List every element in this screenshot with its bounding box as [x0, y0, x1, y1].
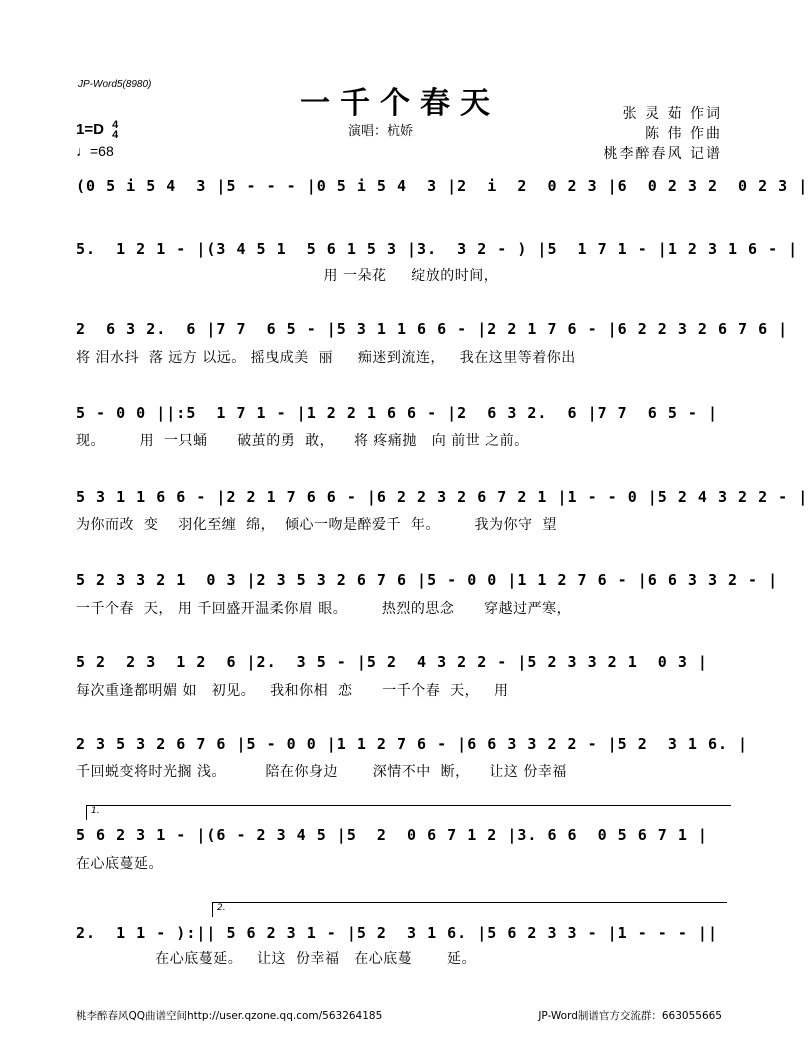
song-title: 一千个春天 [300, 86, 500, 121]
time-signature [112, 120, 118, 140]
lyrics-row-4: 现。 用 一只蛹 破茧的勇 敢， 将 疼痛抛 向 前世 之前。 [76, 433, 529, 449]
notation-row-5: 5 3 1 1 6 6 - |2 2 1 7 6 6 - |6 2 2 3 2 6 7 2 1 |1 - - 0 |5 2 4 3 2 2 - | [76, 488, 808, 506]
composer-credit: 陈 伟 作曲 [645, 126, 722, 142]
lyrics-row-7: 每次重逢都明媚 如 初见。 我和你相 恋 一千个春 天， 用 [76, 683, 509, 699]
notation-row-9: 5 6 2 3 1 - |(6 - 2 3 4 5 |5 2 0 6 7 1 2 |3. 6 6 0 5 6 7 1 | [76, 826, 708, 844]
second-ending-label: 2. [217, 903, 226, 913]
transcriber-credit: 桃李醉春风 记谱 [603, 146, 722, 162]
singer-credit: 演唱：杭娇 [348, 124, 414, 139]
notation-row-1: (0 5 i 5 4 3 |5 - - - |0 5 i 5 4 3 |2 i 2 0 2 3 |6 0 2 3 2 0 2 3 | [76, 177, 808, 195]
time-bottom: 4 [112, 129, 119, 141]
lyricist-credit: 张 灵 茹 作词 [622, 106, 722, 122]
notation-row-4: 5 - 0 0 ||:5 1 7 1 - |1 2 2 1 6 6 - |2 6 3 2. 6 |7 7 6 5 - | [76, 404, 718, 422]
lyrics-row-2: 用 一朵花 绽放的时间， [76, 268, 499, 284]
lyrics-row-3: 将 泪水抖 落 远方 以远。 摇曳成美 丽 痴迷到流连， 我在这里等着你出 [76, 350, 576, 366]
software-label: JP-Word5(8980) [78, 79, 152, 90]
footer-left: 桃李醉春风QQ曲谱空间http://user.qzone.qq.com/563264185 [76, 1010, 383, 1022]
lyrics-row-6: 一千个春 天， 用 千回盛开温柔你眉 眼。 热烈的思念 穿越过严寒， [76, 601, 572, 617]
tempo-marking: ♩=68 [76, 143, 114, 159]
notation-row-8: 2 3 5 3 2 6 7 6 |5 - 0 0 |1 1 2 7 6 - |6 6 3 3 2 2 - |5 2 3 1 6. | [76, 735, 749, 753]
notation-row-6: 5 2 3 3 2 1 0 3 |2 3 5 3 2 6 7 6 |5 - 0 0 |1 1 2 7 6 - |6 6 3 3 2 - | [76, 571, 779, 589]
lyrics-row-5: 为你而改 变 羽化至缠 绵， 倾心一吻是醉爱千 年。 我为你守 望 [76, 517, 557, 533]
first-ending-bracket [86, 805, 731, 820]
first-ending-label: 1. [91, 806, 100, 816]
notation-row-2: 5. 1 2 1 - |(3 4 5 1 5 6 1 5 3 |3. 3 2 - ) |5 1 7 1 - |1 2 3 1 6 - | [76, 240, 799, 258]
time-top: 4 [112, 119, 119, 131]
notation-row-3: 2 6 3 2. 6 |7 7 6 5 - |5 3 1 1 6 6 - |2 2 1 7 6 - |6 2 2 3 2 6 7 6 | [76, 320, 789, 338]
notation-row-10: 2. 1 1 - ):|| 5 6 2 3 1 - |5 2 3 1 6. |5 6 2 3 3 - |1 - - - || [76, 924, 718, 942]
key-signature [76, 120, 118, 140]
lyrics-row-9: 在心底蔓延。 [76, 856, 163, 872]
notation-row-7: 5 2 2 3 1 2 6 |2. 3 5 - |5 2 4 3 2 2 - |5 2 3 3 2 1 0 3 | [76, 653, 708, 671]
footer-right: JP-Word制谱官方交流群：663055665 [538, 1010, 722, 1022]
second-ending-bracket [212, 902, 727, 917]
lyrics-row-10: 在心底蔓延。 让这 份幸福 在心底蔓 延。 [76, 951, 476, 967]
lyrics-row-8: 千回蜕变将时光搁 浅。 陪在你身边 深情不中 断， 让这 份幸福 [76, 764, 567, 780]
key-label: 1=D [76, 120, 104, 138]
